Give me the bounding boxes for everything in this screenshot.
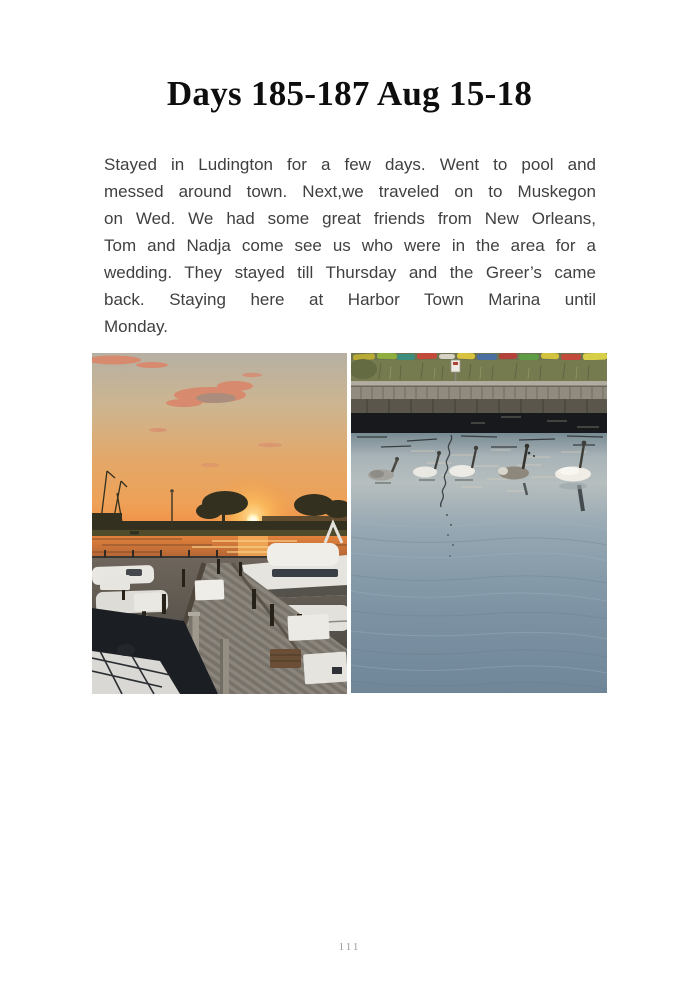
- body-line: on Wed. We had some great friends from New Orleans,: [104, 209, 596, 228]
- sunset-marina-image: [92, 353, 347, 694]
- body-line: messed around town. Next,we traveled on to Muskegon: [104, 182, 596, 201]
- body-line: back. Staying here at Harbor Town Marina until: [104, 290, 596, 309]
- page-number: 111: [338, 941, 361, 953]
- body-paragraph: [104, 151, 596, 340]
- swans-photo: [351, 353, 607, 694]
- body-line: Monday.: [104, 317, 168, 336]
- sunset-marina-photo: [92, 353, 347, 694]
- photo-row: [92, 353, 607, 694]
- swans-image: [351, 353, 607, 693]
- page-title: Days 185-187 Aug 15-18: [166, 74, 533, 113]
- body-line: Stayed in Ludington for a few days. Went to pool and: [104, 155, 596, 174]
- body-line: Tom and Nadja come see us who were in the area for a: [104, 236, 596, 255]
- body-line: wedding. They stayed till Thursday and the Greer’s came: [104, 263, 596, 282]
